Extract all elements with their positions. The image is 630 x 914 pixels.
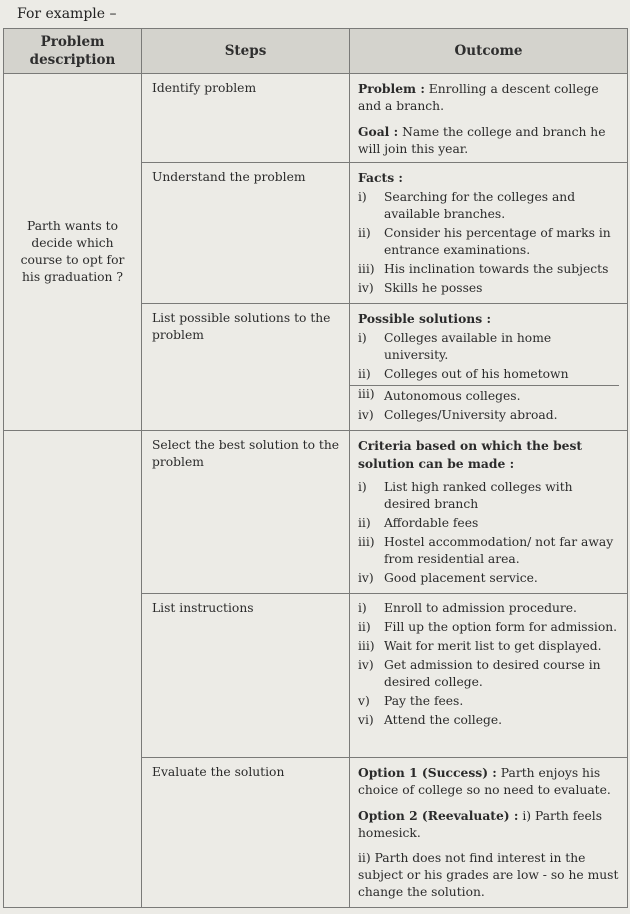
problem-description-continued-cell <box>4 431 142 908</box>
header-problem-description: Problem description <box>4 29 142 74</box>
list-item: iv) Colleges/University abroad. <box>358 408 558 422</box>
option-2-reevaluate: Option 2 (Reevaluate) : i) Parth feels homesick. <box>358 808 603 840</box>
table-header-row <box>4 29 628 74</box>
outcome-list-solutions <box>350 304 628 431</box>
outcome-list-instructions <box>350 594 628 758</box>
header-steps: Steps <box>142 29 350 74</box>
solutions-heading: Possible solutions : <box>358 311 491 326</box>
list-item: iii) His inclination towards the subjects <box>358 262 609 276</box>
facts-heading: Facts : <box>358 170 403 185</box>
criteria-heading: Criteria based on which the best solution can be made : <box>358 438 583 471</box>
outcome-identify-problem <box>350 74 628 163</box>
option-1-label: Option 1 (Success) : <box>358 765 497 780</box>
problem-label: Problem : <box>358 81 425 96</box>
list-item: vi) Attend the college. <box>358 713 503 727</box>
option-2-detail: ii) Parth does not find interest in the subject or his grades are low - so he must change the solution. <box>358 851 619 899</box>
list-item: iv) Good placement service. <box>358 571 538 585</box>
problem-statement: Problem : Enrolling a descent college and a branch. <box>358 81 599 113</box>
step-select-best-solution: Select the best solution to the problem <box>142 431 350 594</box>
list-item: iii) Autonomous colleges. <box>350 385 619 405</box>
intro-text: For example – <box>17 6 117 22</box>
problem-solving-table <box>3 28 628 908</box>
list-item: i) List high ranked colleges with desired branch <box>358 480 573 511</box>
table-row <box>4 431 628 594</box>
option-1-success: Option 1 (Success) : Parth enjoys his choice of college so no need to evaluate. <box>358 765 611 797</box>
outcome-select-best-solution <box>350 431 628 594</box>
list-item: iii) Wait for merit list to get displayed. <box>358 639 602 653</box>
outcome-understand-problem <box>350 163 628 304</box>
list-item: i) Searching for the colleges and available branches. <box>358 190 576 221</box>
problem-description-text: Parth wants to decide which course to opt for his graduation ? <box>20 219 125 284</box>
step-understand-problem: Understand the problem <box>142 163 350 304</box>
problem-description-cell <box>4 74 142 431</box>
list-item: ii) Consider his percentage of marks in entrance examinations. <box>358 226 611 257</box>
list-item: iii) Hostel accommodation/ not far away from residential area. <box>358 535 614 566</box>
step-evaluate-solution: Evaluate the solution <box>142 758 350 908</box>
goal-label: Goal : <box>358 124 399 139</box>
step-list-solutions: List possible solutions to the problem <box>142 304 350 431</box>
step-identify-problem: Identify problem <box>142 74 350 163</box>
step-list-instructions: List instructions <box>142 594 350 758</box>
header-outcome: Outcome <box>350 29 628 74</box>
solutions-list <box>358 330 619 424</box>
outcome-evaluate-solution <box>350 758 628 908</box>
list-item: i) Colleges available in home university. <box>358 331 552 362</box>
goal-statement: Goal : Name the college and branch he will join this year. <box>358 124 606 156</box>
list-item: iv) Skills he posses <box>358 281 483 295</box>
list-item: v) Pay the fees. <box>358 694 464 708</box>
list-item: ii) Colleges out of his hometown <box>358 367 569 381</box>
table-row <box>4 74 628 163</box>
list-item: i) Enroll to admission procedure. <box>358 601 577 615</box>
list-item: iv) Get admission to desired course in desired college. <box>358 658 601 689</box>
criteria-list <box>358 479 619 587</box>
list-item: ii) Affordable fees <box>358 516 479 530</box>
list-item: ii) Fill up the option form for admission. <box>358 620 618 634</box>
option-2-label: Option 2 (Reevaluate) : <box>358 808 519 823</box>
facts-list <box>358 189 619 297</box>
instructions-list <box>358 600 619 729</box>
